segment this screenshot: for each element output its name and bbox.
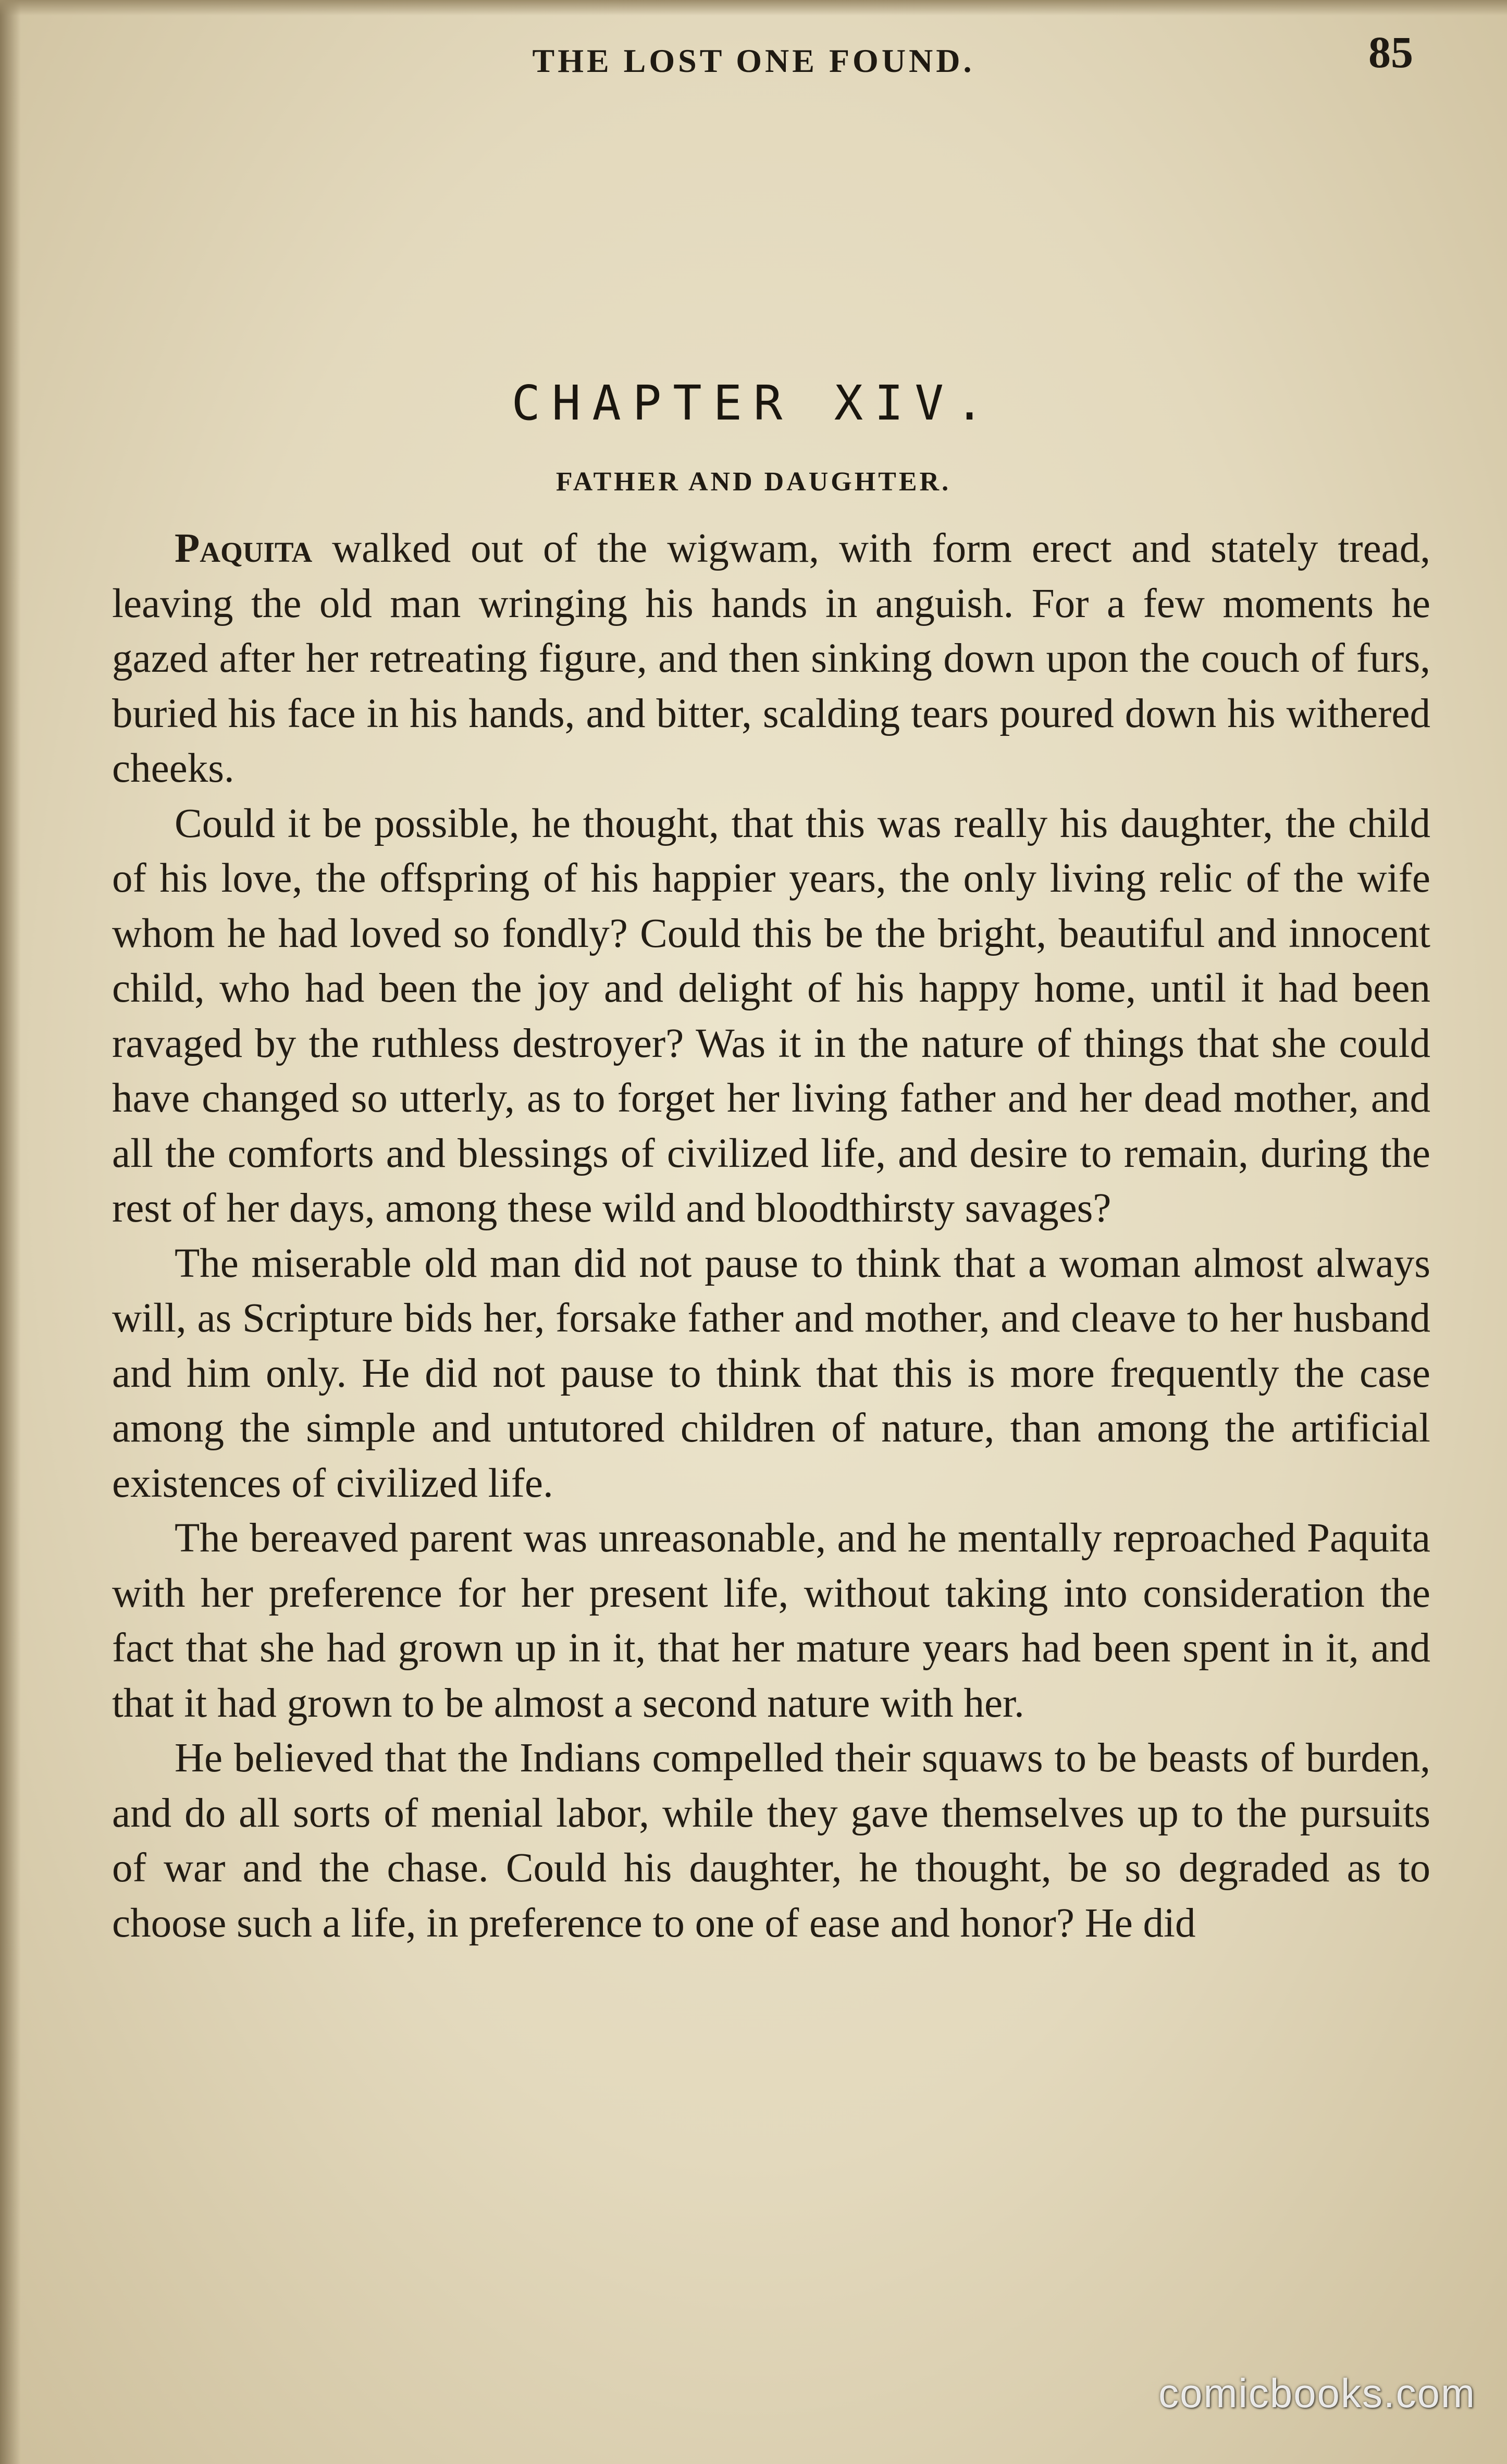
paragraph-4: The bereaved parent was unreasonable, and he mentally reproached Paquita with her preference for her present life, without taking into consideration the fact that she had grown up in it, that her mature years had been spent in it, and that it had grown to be almost a second nature with her. [112,1516,1430,1726]
page-number: 85 [1368,27,1413,77]
chapter-subtitle: FATHER AND DAUGHTER. [555,467,952,497]
chapter-title: CHAPTER XIV. [511,375,996,431]
running-head: THE LOST ONE FOUND. [532,42,975,79]
page-edge-shadow-left [0,0,21,2464]
paragraph-text: walked out of the wigwam, with form erect and stately tread, leaving the old man wringing his hands in anguish. For a few moments he gazed after her retreating figure, and then sinking down upon the couch of furs, buried his face in his hands, and bitter, scalding tears poured down his withered cheeks. [112,526,1430,791]
paragraph-2: Could it be possible, he thought, that this was really his daughter, the child of his love, the offspring of his happier years, the only living relic of the wife whom he had loved so fondly? Could this be the bright, beautiful and innocent child, who had been the joy and delight of his happy home, until it had been ravaged by the ruthless destroyer? Was it in the nature of things that she could have changed so utterly, as to forget her living father and her dead mother, and all the comforts and blessings of civilized life, and desire to remain, during the rest of her days, among these wild and bloodthirsty savages? [112,800,1430,1231]
watermark: comicbooks.com [1158,2370,1476,2416]
paragraph-5: He believed that the Indians compelled their squaws to be beasts of burden, and do all sorts of menial labor, while they gave themselves up to the pursuits of war and the chase. Could his daughter, he thought, be so degraded as to choose such a life, in preference to one of ease and honor? He did [112,1735,1430,1946]
paragraph-1 [112,521,1430,796]
paragraph-3: The miserable old man did not pause to think that a woman almost always will, as Scripture bids her, forsake father and mother, and cleave to her husband and him only. He did not pause to think that this is more frequently the case among the simple and untutored children of nature, than among the artificial existences of civilized life. [112,1240,1430,1506]
page-edge-shadow-top [0,0,1507,16]
body-text [112,521,1430,1951]
paragraph-lead-word: Paquita [175,526,313,571]
